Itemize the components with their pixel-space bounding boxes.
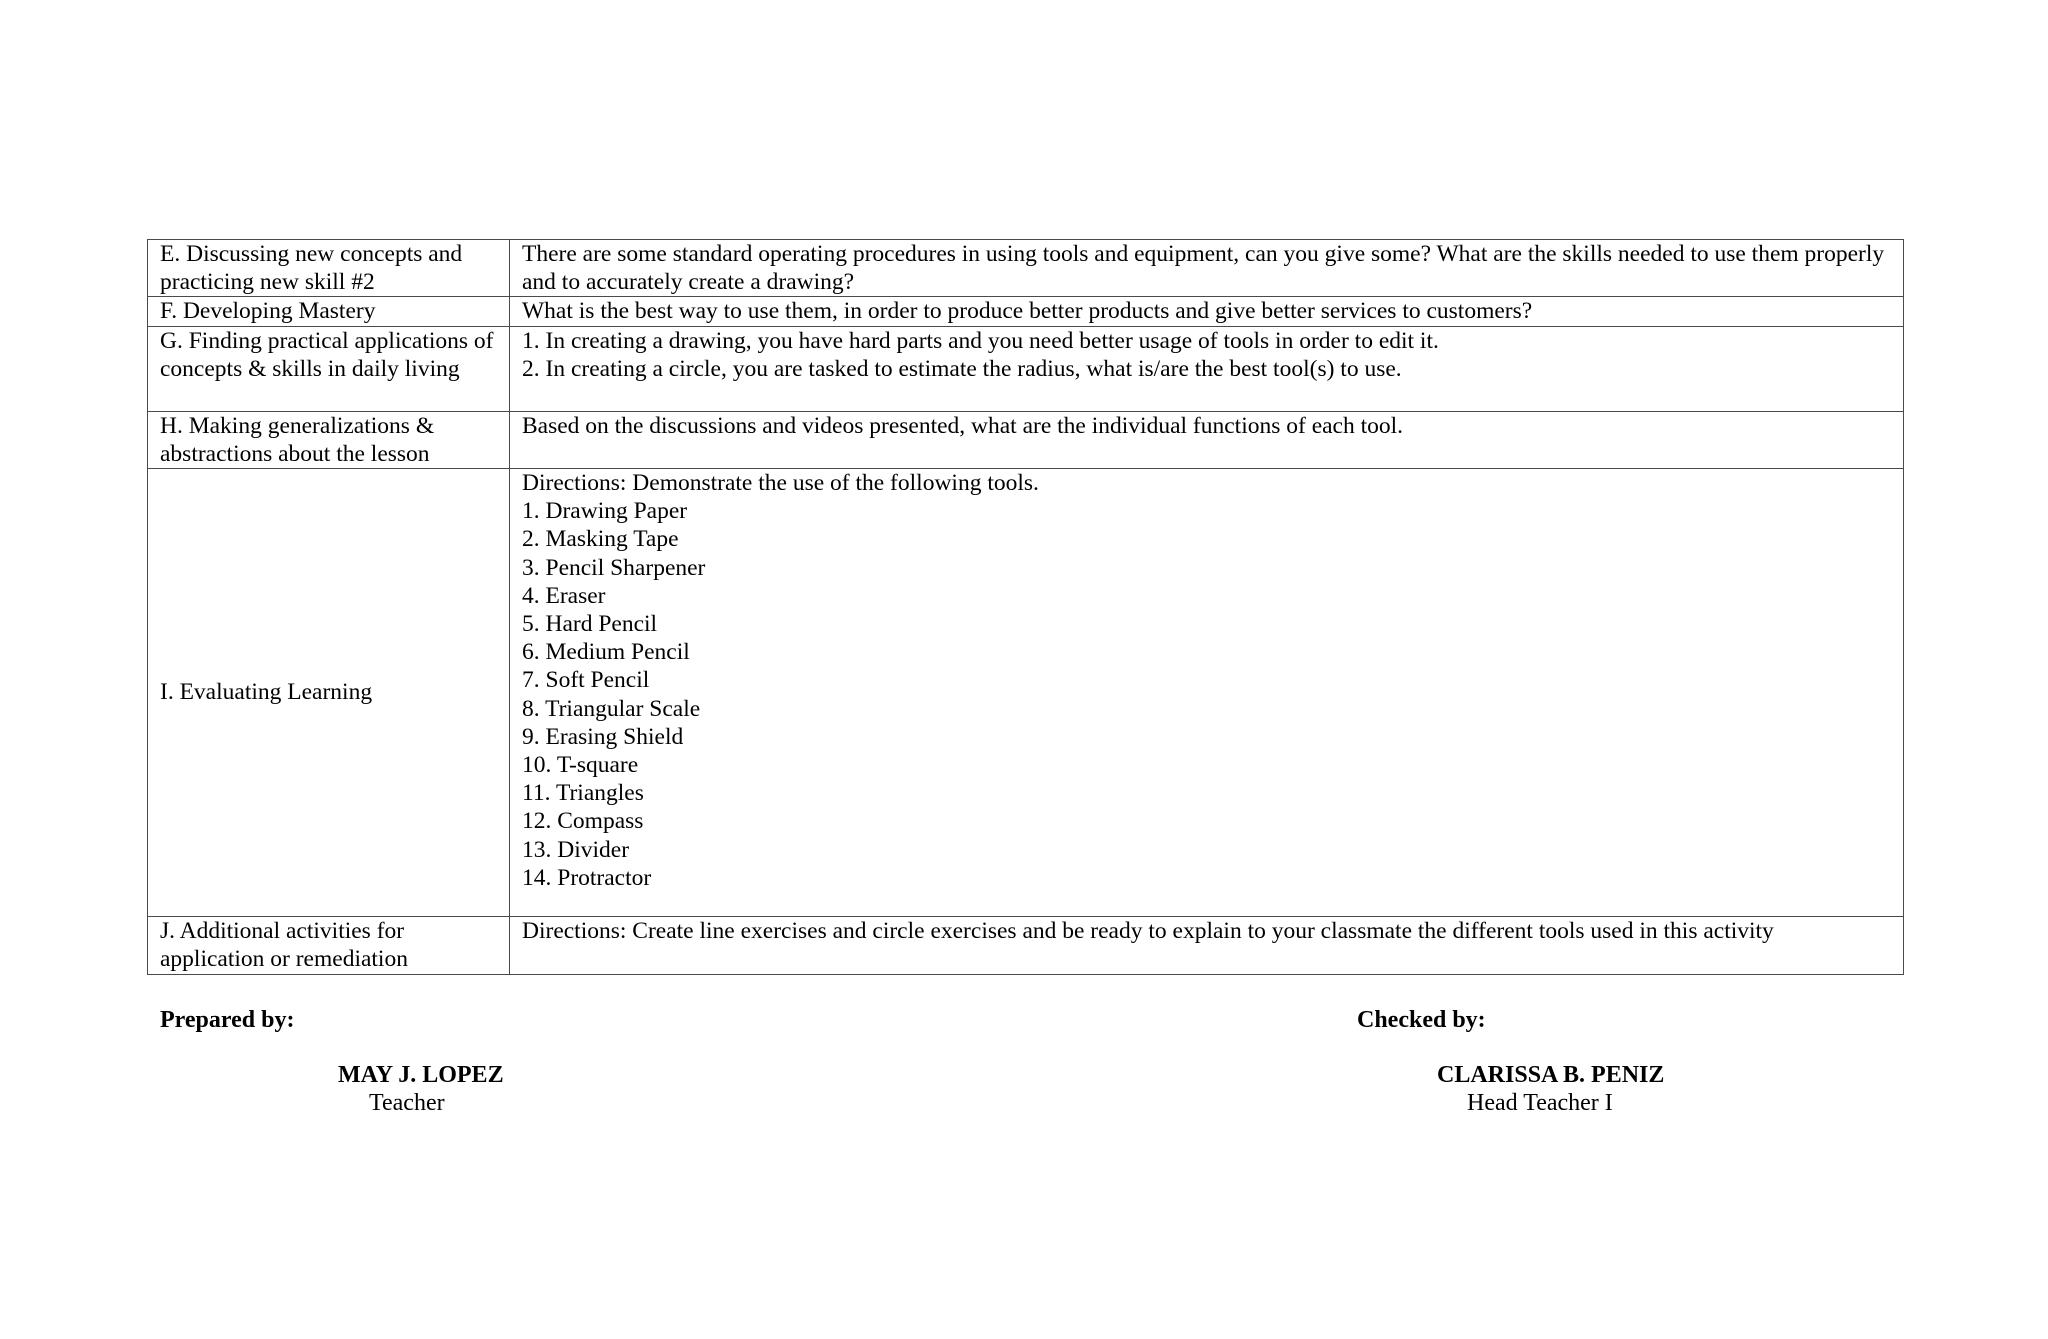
table-row [148, 411, 1904, 468]
list-item: 5. Hard Pencil [522, 611, 658, 638]
checker-title: Head Teacher I [1467, 1090, 1613, 1116]
table-row [148, 240, 1904, 297]
row-content [510, 326, 1904, 411]
checker-name: CLARISSA B. PENIZ [1437, 1062, 1665, 1088]
row-label: H. Making generalizations & abstractions about the lesson [148, 411, 510, 468]
content-line: There are some standard operating procedures in using tools and equipment, can you give some? What are the skills needed to use them properly and to accurately create a drawing? [522, 241, 1885, 296]
row-content [510, 297, 1904, 326]
content-line: Based on the discussions and videos presented, what are the individual functions of each tool. [522, 412, 1404, 439]
row-label: I. Evaluating Learning [148, 469, 510, 917]
table-row [148, 917, 1904, 975]
list-item: 1. Drawing Paper [522, 498, 688, 525]
table-row [148, 469, 1904, 917]
list-item: 8. Triangular Scale [522, 695, 701, 722]
content-line: Directions: Create line exercises and circle exercises and be ready to explain to your classmate the different tools used in this activity [522, 918, 1774, 945]
list-item: 3. Pencil Sharpener [522, 554, 706, 581]
row-content [510, 411, 1904, 468]
lesson-plan-table [147, 239, 1904, 975]
row-label: J. Additional activities for application or remediation [148, 917, 510, 975]
list-item: 4. Eraser [522, 582, 606, 609]
row-content [510, 240, 1904, 297]
table-row [148, 326, 1904, 411]
row-content [510, 469, 1904, 917]
row-label: F. Developing Mastery [148, 297, 510, 326]
list-item: 9. Erasing Shield [522, 723, 684, 750]
row-content [510, 917, 1904, 975]
content-line: 1. In creating a drawing, you have hard parts and you need better usage of tools in order to edit it. [522, 327, 1439, 354]
table-row [148, 297, 1904, 326]
list-item: 11. Triangles [522, 780, 644, 807]
preparer-title: Teacher [369, 1090, 445, 1116]
list-item: 14. Protractor [522, 864, 652, 891]
list-item: 10. T-square [522, 752, 639, 779]
row-label: G. Finding practical applications of concepts & skills in daily living [148, 326, 510, 411]
checked-by-label: Checked by: [1357, 1007, 1486, 1033]
list-item: 7. Soft Pencil [522, 667, 650, 694]
content-line: What is the best way to use them, in order to produce better products and give better services to customers? [522, 298, 1533, 325]
list-item: 13. Divider [522, 836, 630, 863]
prepared-by-label: Prepared by: [160, 1007, 295, 1033]
preparer-name: MAY J. LOPEZ [338, 1062, 504, 1088]
content-line: Directions: Demonstrate the use of the following tools. [522, 470, 1039, 497]
content-line: 2. In creating a circle, you are tasked to estimate the radius, what is/are the best tool(s) to use. [522, 355, 1402, 382]
list-item: 6. Medium Pencil [522, 639, 690, 666]
list-item: 12. Compass [522, 808, 644, 835]
list-item: 2. Masking Tape [522, 526, 679, 553]
row-label: E. Discussing new concepts and practicing new skill #2 [148, 240, 510, 297]
